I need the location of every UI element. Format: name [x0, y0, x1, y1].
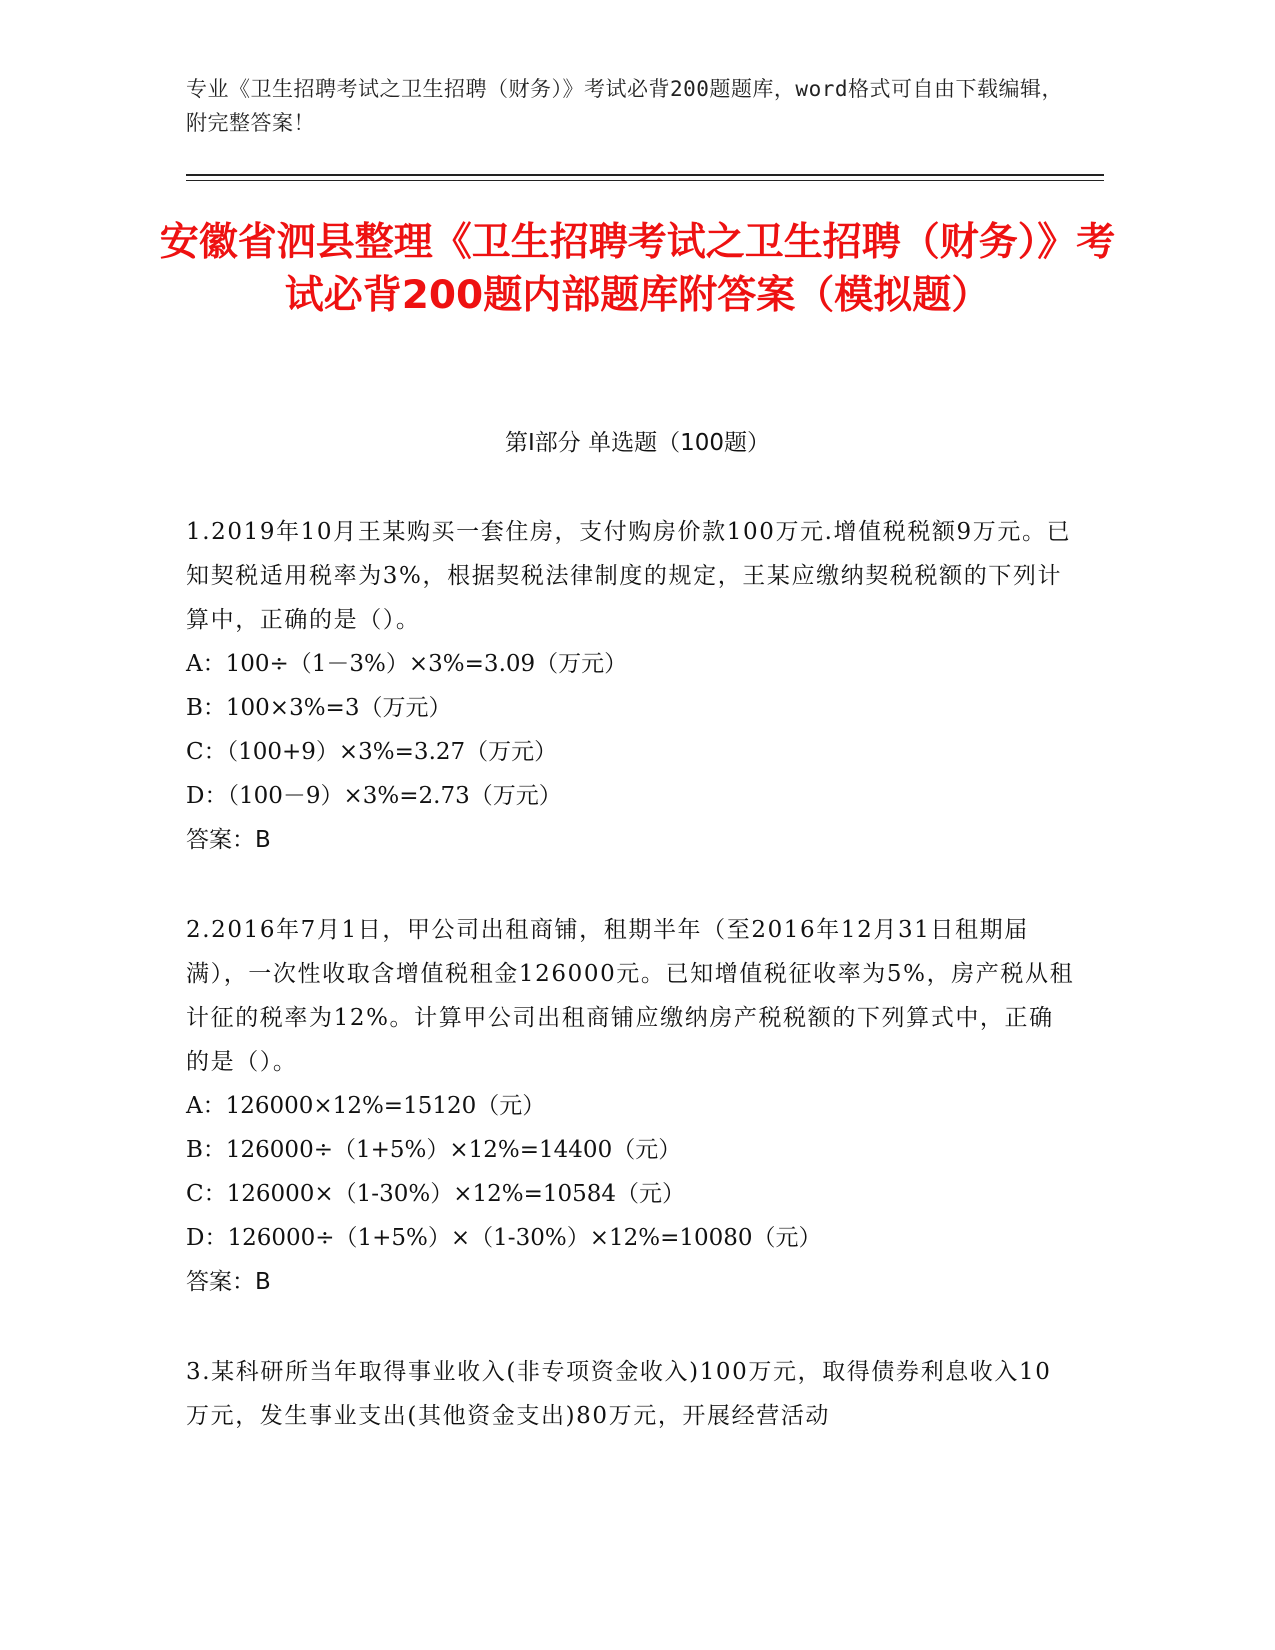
- header-note: 专业《卫生招聘考试之卫生招聘（财务）》考试必背200题题库，word格式可自由下载编辑，附完整答案！: [186, 77, 1063, 135]
- question-text: 1.2019年10月王某购买一套住房，支付购房价款100万元.增值税税额9万元。已知契税适用税率为3%，根据契税法律制度的规定，王某应缴纳契税税额的下列计算中，正确的是（）。: [186, 519, 1072, 633]
- option-b: B：126000÷（1+5%）×12%=14400（元）: [186, 1137, 682, 1163]
- header-divider-thin: [186, 180, 1104, 181]
- section-heading: 第I部分 单选题（100题）: [505, 430, 770, 456]
- document-title: 安徽省泗县整理《卫生招聘考试之卫生招聘（财务）》考试必背200题内部题库附答案（模拟题）: [159, 220, 1116, 318]
- option-c: C：（100+9）×3%=3.27（万元）: [186, 739, 558, 765]
- option-d: D：（100－9）×3%=2.73（万元）: [186, 783, 562, 809]
- question-text: 3.某科研所当年取得事业收入(非专项资金收入)100万元，取得债券利息收入10万元，发生事业支出(其他资金支出)80万元，开展经营活动: [186, 1359, 1052, 1429]
- option-d: D：126000÷（1+5%）×（1-30%）×12%=10080（元）: [186, 1225, 822, 1251]
- answer: 答案：B: [186, 827, 271, 853]
- question-3: [186, 1350, 1076, 1438]
- option-a: A：126000×12%=15120（元）: [186, 1093, 546, 1119]
- answer: 答案：B: [186, 1269, 271, 1295]
- question-text: 2.2016年7月1日，甲公司出租商铺，租期半年（至2016年12月31日租期届满），一次性收取含增值税租金126000元。已知增值税征收率为5%，房产税从租计征的税率为12%。计算甲公司出租商铺应缴纳房产税税额的下列算式中，正确的是（）。: [186, 917, 1075, 1075]
- header-divider-thick: [186, 174, 1104, 176]
- option-b: B：100×3%=3（万元）: [186, 695, 452, 721]
- question-1: [186, 510, 1076, 862]
- question-2: [186, 908, 1076, 1304]
- question-list: [186, 510, 1076, 1484]
- option-c: C：126000×（1-30%）×12%=10584（元）: [186, 1181, 686, 1207]
- option-a: A：100÷（1－3%）×3%=3.09（万元）: [186, 651, 628, 677]
